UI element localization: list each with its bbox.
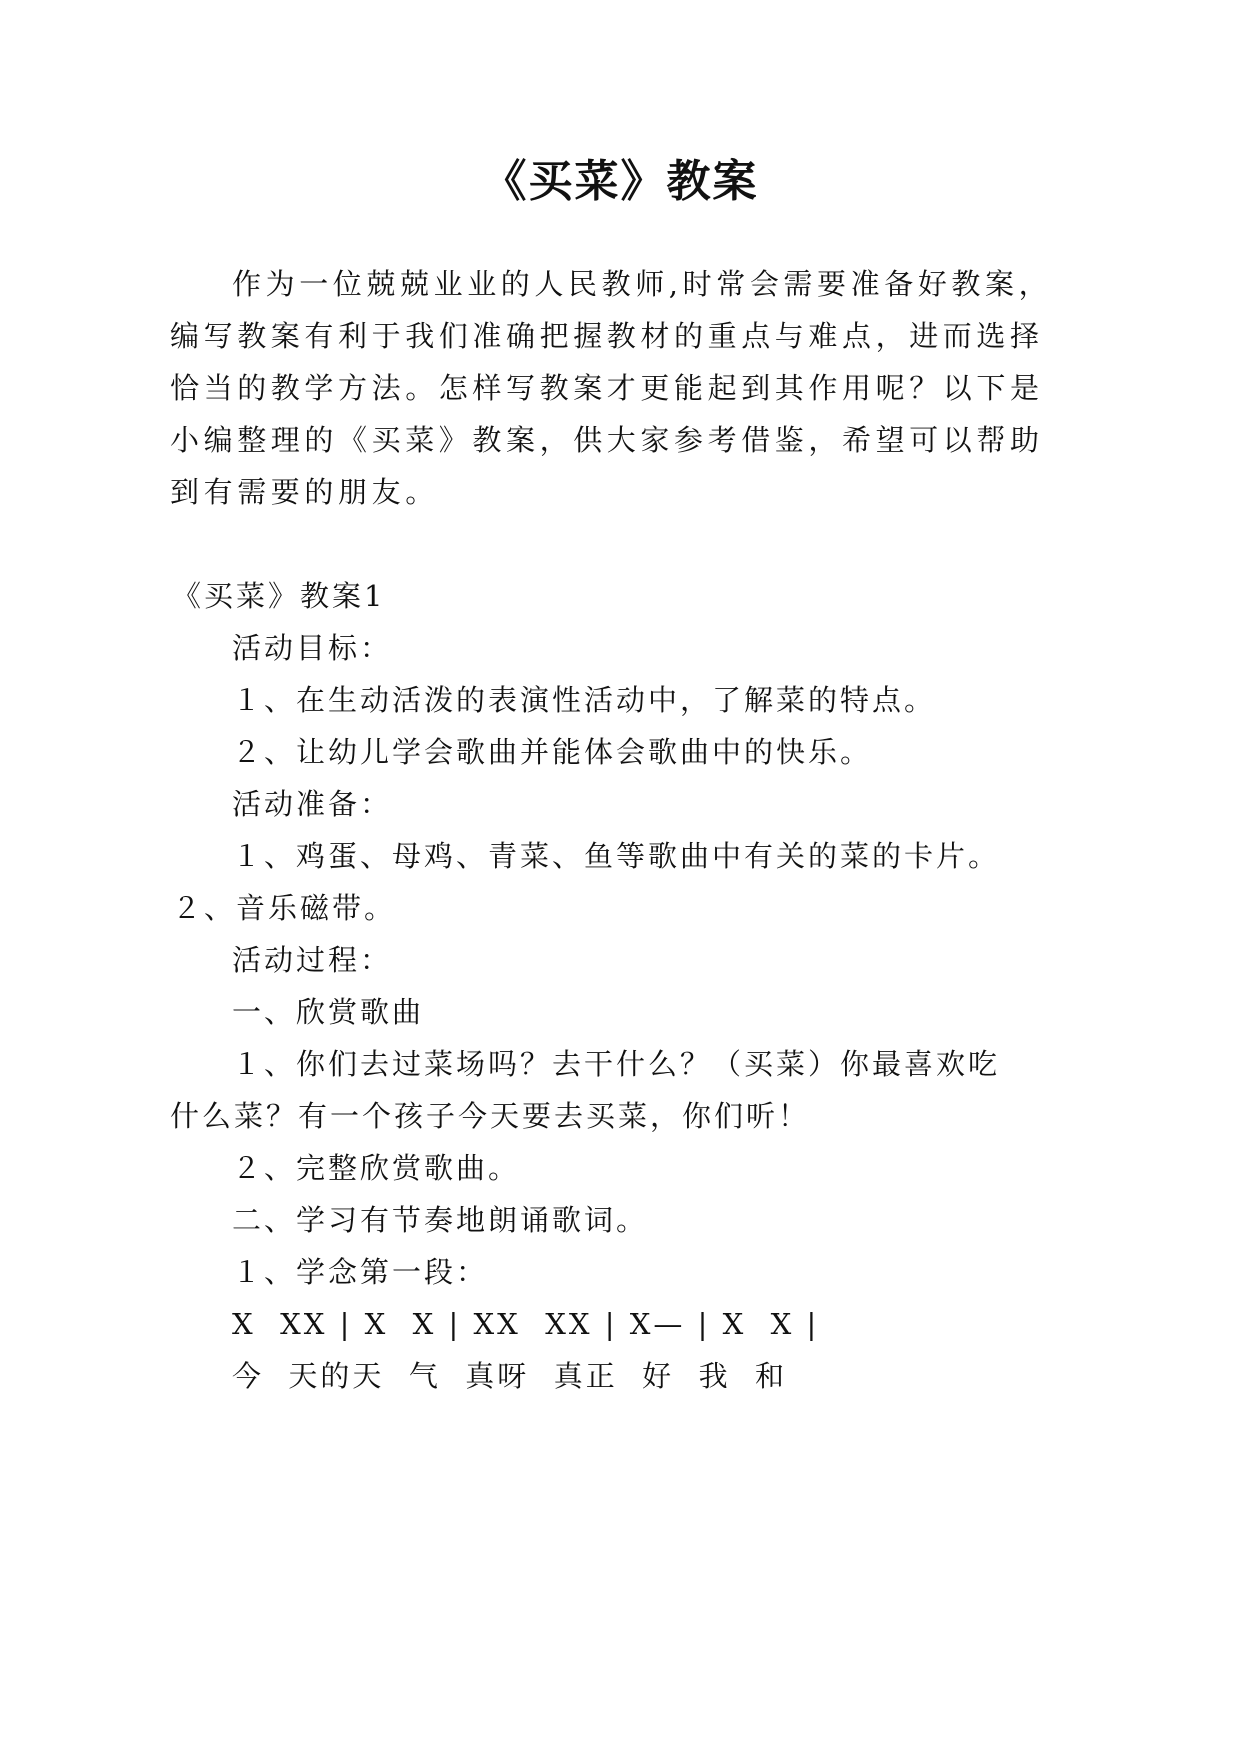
body-line: １、学念第一段： xyxy=(232,1255,489,1289)
intro-line-3: 恰当的教学方法。怎样写教案才更能起到其作用呢？以下是 xyxy=(170,371,1044,405)
body-line: 活动准备： xyxy=(232,787,393,821)
intro-line-4: 小编整理的《买菜》教案，供大家参考借鉴，希望可以帮助 xyxy=(170,423,1044,457)
body-line: 活动过程： xyxy=(232,943,393,977)
body-line: １、在生动活泼的表演性活动中，了解菜的特点。 xyxy=(232,683,937,717)
body-line: １、你们去过菜场吗？去干什么？（买菜）你最喜欢吃 xyxy=(232,1047,1001,1081)
body-line: １、鸡蛋、母鸡、青菜、鱼等歌曲中有关的菜的卡片。 xyxy=(232,839,1001,873)
document-title: 《买菜》教案 xyxy=(482,156,759,207)
body-line: ２、让幼儿学会歌曲并能体会歌曲中的快乐。 xyxy=(232,735,873,769)
section-heading: 《买菜》教案1 xyxy=(172,579,386,613)
body-line: 活动目标： xyxy=(232,631,393,665)
body-line: ２、音乐磁带。 xyxy=(172,891,397,925)
intro-line-2: 编写教案有利于我们准确把握教材的重点与难点，进而选择 xyxy=(170,319,1044,353)
body-line: 二、学习有节奏地朗诵歌词。 xyxy=(232,1203,649,1237)
intro-line-5: 到有需要的朋友。 xyxy=(170,475,439,509)
body-line: 什么菜？有一个孩子今天要去买菜，你们听！ xyxy=(170,1099,811,1133)
rhythm-notation: X XX | X X | XX XX | X— | X X | xyxy=(232,1307,820,1341)
lyrics-line: 今 天的天 气 真呀 真正 好 我 和 xyxy=(232,1359,788,1393)
body-line: 一、欣赏歌曲 xyxy=(232,995,425,1029)
intro-line-1: 作为一位兢兢业业的人民教师,时常会需要准备好教案， xyxy=(232,267,1053,301)
body-line: ２、完整欣赏歌曲。 xyxy=(232,1151,521,1185)
